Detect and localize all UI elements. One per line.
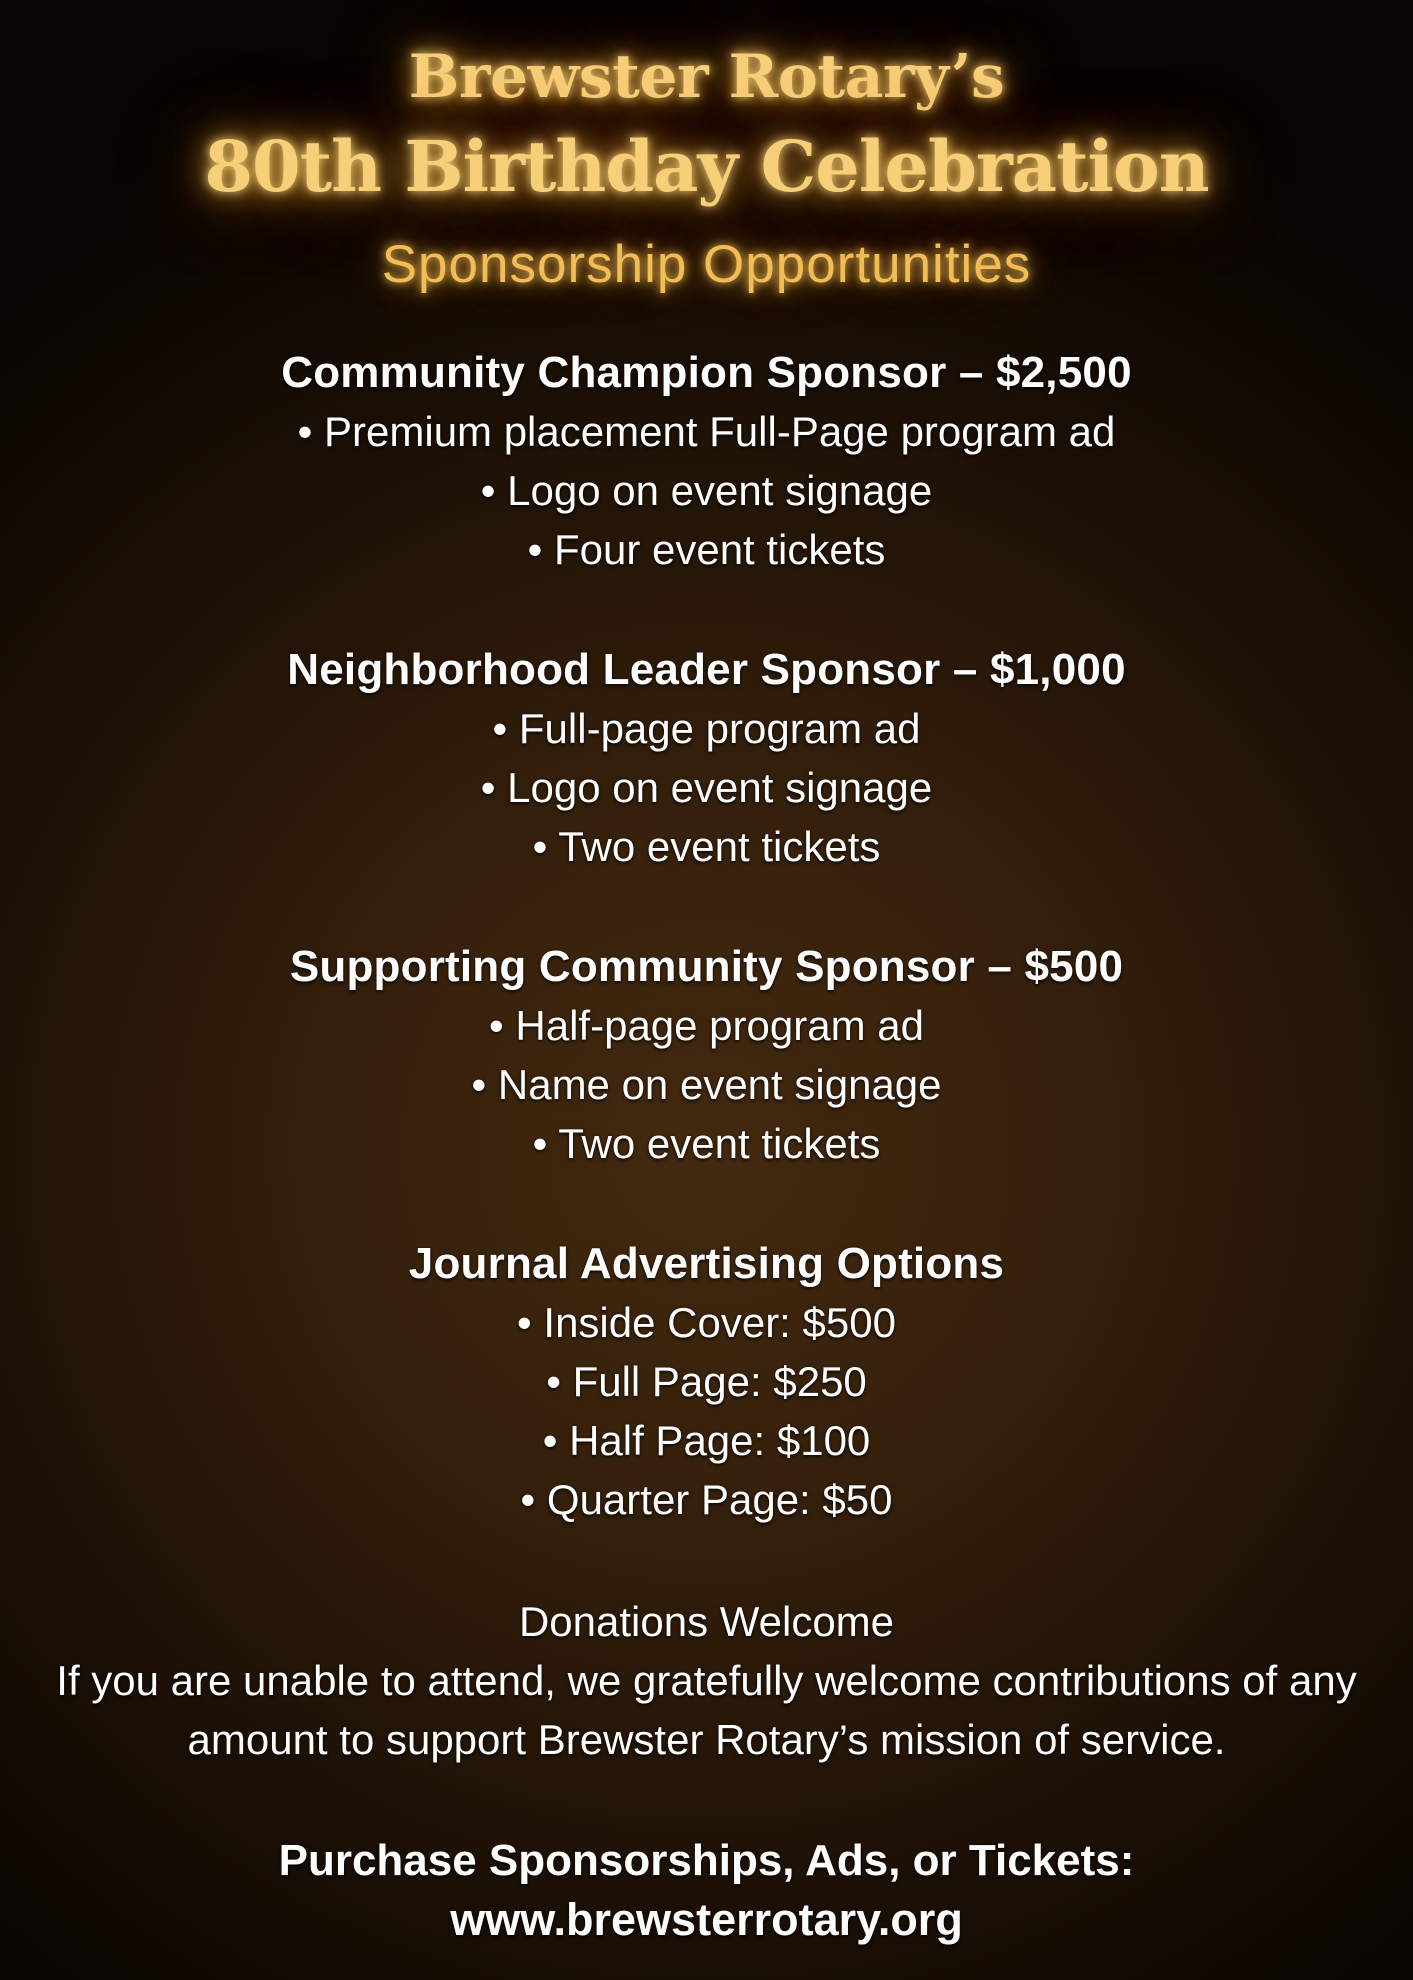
tier-heading: Neighborhood Leader Sponsor – $1,000 (287, 645, 1126, 694)
tier-bullet: • Full-page program ad (492, 705, 921, 752)
tier-journal-advertising (0, 1234, 1413, 1529)
tier-bullet: • Half Page: $100 (542, 1417, 871, 1464)
donations-heading: Donations Welcome (518, 1598, 895, 1645)
poster-title-line2: 80th Birthday Celebration (204, 125, 1209, 208)
footer (0, 1831, 1413, 1950)
tier-bullet: • Logo on event signage (480, 467, 933, 514)
tier-bullet: • Full Page: $250 (546, 1358, 867, 1405)
donations-section (0, 1592, 1413, 1769)
tier-community-champion (0, 343, 1413, 579)
donations-body: If you are unable to attend, we gratefully welcome contributions of any amount to support Brewster Rotary’s mission of service. (56, 1657, 1357, 1763)
tier-bullet: • Logo on event signage (480, 764, 933, 811)
tier-bullet: • Quarter Page: $50 (520, 1476, 893, 1523)
tier-bullet: • Four event tickets (527, 526, 886, 573)
tier-heading: Community Champion Sponsor – $2,500 (281, 348, 1132, 397)
tier-bullet: • Two event tickets (532, 823, 881, 870)
tier-bullet: • Name on event signage (471, 1061, 942, 1108)
tier-bullet: • Half-page program ad (489, 1002, 924, 1049)
tier-bullet: • Two event tickets (532, 1120, 881, 1167)
poster-subtitle: Sponsorship Opportunities (381, 235, 1032, 294)
tier-heading: Journal Advertising Options (408, 1239, 1005, 1288)
website-url: www.brewsterrotary.org (450, 1894, 963, 1945)
tier-supporting-community (0, 937, 1413, 1173)
purchase-cta: Purchase Sponsorships, Ads, or Tickets: (278, 1836, 1135, 1885)
tier-neighborhood-leader (0, 640, 1413, 876)
header (0, 0, 1413, 301)
tier-bullet: • Premium placement Full-Page program ad (297, 408, 1116, 455)
tier-heading: Supporting Community Sponsor – $500 (289, 942, 1124, 991)
tier-bullet: • Inside Cover: $500 (517, 1299, 896, 1346)
poster-title-line1: Brewster Rotary’s (408, 42, 1005, 112)
